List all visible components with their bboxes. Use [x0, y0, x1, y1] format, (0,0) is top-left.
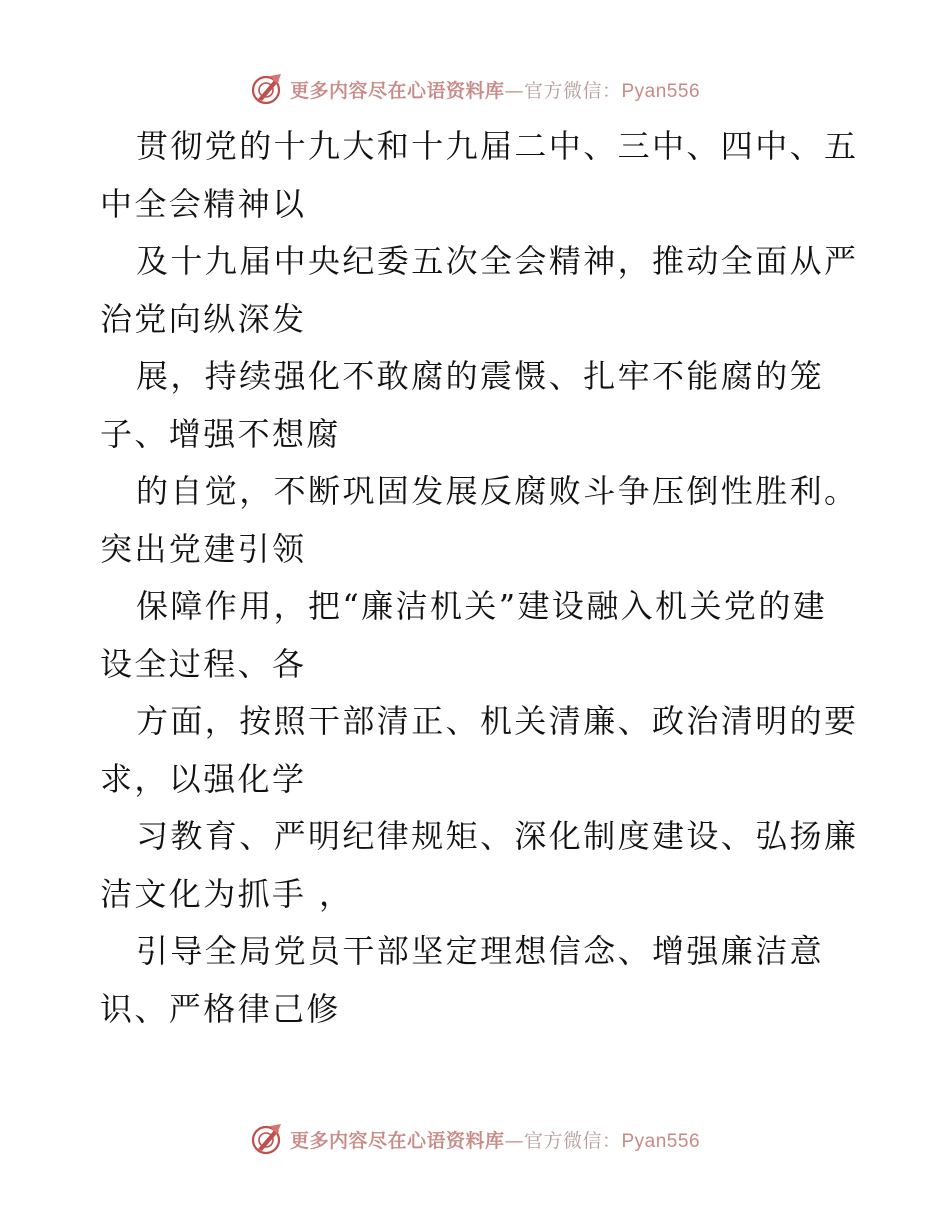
- paragraph-line: 洁文化为抓手 ，: [100, 874, 354, 913]
- paragraph: [100, 808, 860, 923]
- paragraph-line: 方面，按照干部清正、机关清廉、政治清明的要: [136, 702, 859, 740]
- paragraph-line: 治党向纵深发: [100, 299, 307, 338]
- watermark-dash: —: [504, 79, 524, 102]
- paragraph: [100, 118, 860, 233]
- paragraph: [100, 578, 860, 693]
- paragraph-line: 的自觉，不断巩固发展反腐败斗争压倒性胜利。: [136, 472, 859, 510]
- paragraph: [100, 348, 860, 463]
- watermark-wechat-label: 官方微信：: [523, 1129, 622, 1152]
- paragraph-line: 识、严格律己修: [100, 989, 341, 1028]
- quill-logo-icon: [250, 72, 284, 106]
- paragraph-line: 求，以强化学: [100, 759, 307, 798]
- paragraph: [100, 923, 860, 1038]
- watermark-wechat-id: Pyan556: [621, 1130, 701, 1152]
- paragraph-line: 引导全局党员干部坚定理想信念、增强廉洁意: [136, 932, 825, 970]
- watermark: [250, 1122, 700, 1156]
- page-footer-watermark: [0, 1122, 950, 1156]
- watermark-dash: —: [504, 1129, 524, 1152]
- paragraph-line: 保障作用，把“廉洁机关”建设融入机关党的建: [136, 587, 828, 625]
- paragraph-line: 突出党建引领: [100, 529, 307, 568]
- paragraph-line: 设全过程、各: [100, 644, 307, 683]
- page-header-watermark: [0, 72, 950, 106]
- paragraph-line: 习教育、严明纪律规矩、深化制度建设、弘扬廉: [136, 817, 859, 855]
- watermark-site-name: 更多内容尽在心语资料库: [289, 1129, 505, 1152]
- paragraph-line: 子、增强不想腐: [100, 414, 341, 453]
- watermark-wechat-id: Pyan556: [621, 80, 701, 102]
- watermark-wechat-label: 官方微信：: [523, 79, 622, 102]
- paragraph: [100, 233, 860, 348]
- watermark: [250, 72, 700, 106]
- paragraph-line: 展，持续强化不敢腐的震慑、扎牢不能腐的笼: [136, 357, 825, 395]
- watermark-site-name: 更多内容尽在心语资料库: [289, 79, 505, 102]
- watermark-text: [290, 1126, 700, 1153]
- quill-logo-icon: [250, 1122, 284, 1156]
- paragraph: [100, 693, 860, 808]
- paragraph-line: 及十九届中央纪委五次全会精神，推动全面从严: [136, 242, 859, 280]
- paragraph-line: 贯彻党的十九大和十九届二中、三中、四中、五: [136, 127, 859, 165]
- watermark-text: [290, 76, 700, 103]
- paragraph: [100, 463, 860, 578]
- document-body: [100, 118, 860, 1038]
- paragraph-line: 中全会精神以: [100, 184, 307, 223]
